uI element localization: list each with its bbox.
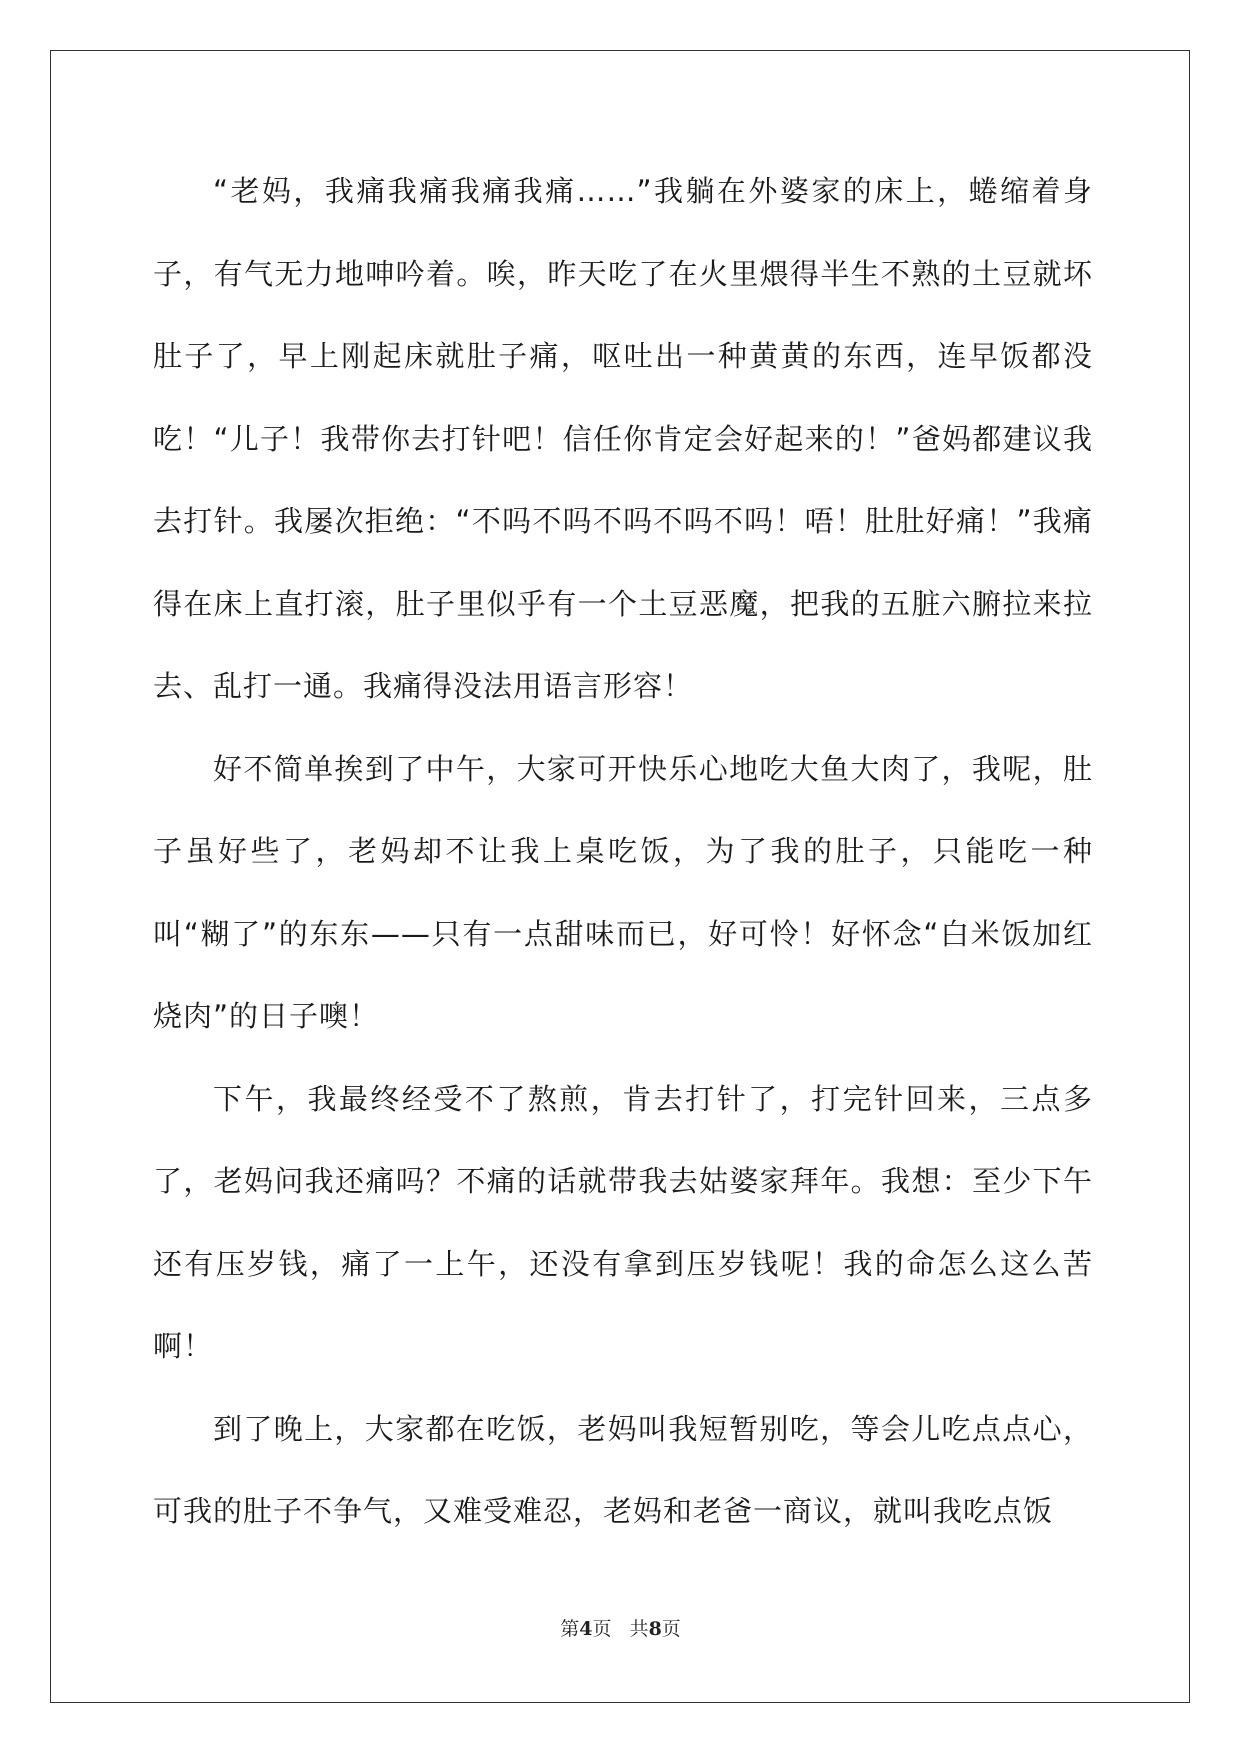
paragraph-3: 下午，我最终经受不了熬煎，肯去打针了，打完针回来，三点多了，老妈问我还痛吗？不痛的话就带我去姑婆家拜年。我想：至少下午还有压岁钱，痛了一上午，还没有拿到压岁钱呢！我的命怎么这么苦啊！ — [153, 1081, 1093, 1363]
page-number-footer — [0, 1614, 1241, 1641]
paragraph-4: 到了晚上，大家都在吃饭，老妈叫我短暂别吃，等会儿吃点点心，可我的肚子不争气，又难受难忍，老妈和老爸一商议，就叫我吃点饭 — [153, 1411, 1093, 1528]
paragraph-2: 好不简单挨到了中午，大家可开快乐心地吃大鱼大肉了，我呢，肚子虽好些了，老妈却不让我上桌吃饭，为了我的肚子，只能吃一种叫“糊了”的东东——只有一点甜味而已，好可怜！好怀念“白米饭加红烧肉”的日子噢！ — [153, 751, 1093, 1033]
current-page-number: 4 — [579, 1618, 593, 1640]
footer-suffix: 页 — [661, 1618, 681, 1640]
footer-prefix: 第 — [560, 1618, 580, 1640]
paragraph-1: “老妈，我痛我痛我痛我痛……”我躺在外婆家的床上，蜷缩着身子，有气无力地呻吟着。唉，昨天吃了在火里煨得半生不熟的土豆就坏肚子了，早上刚起床就肚子痛，呕吐出一种黄黄的东西，连早饭都没吃！“儿子！我带你去打针吧！信任你肯定会好起来的！”爸妈都建议我去打针。我屡次拒绝：“不吗不吗不吗不吗不吗！唔！肚肚好痛！”我痛得在床上直打滚，肚子里似乎有一个土豆恶魔，把我的五脏六腑拉来拉去、乱打一通。我痛得没法用语言形容！ — [153, 174, 1093, 703]
document-body — [153, 150, 1093, 1553]
footer-middle: 页 共 — [592, 1618, 649, 1640]
total-pages-number: 8 — [648, 1618, 662, 1640]
